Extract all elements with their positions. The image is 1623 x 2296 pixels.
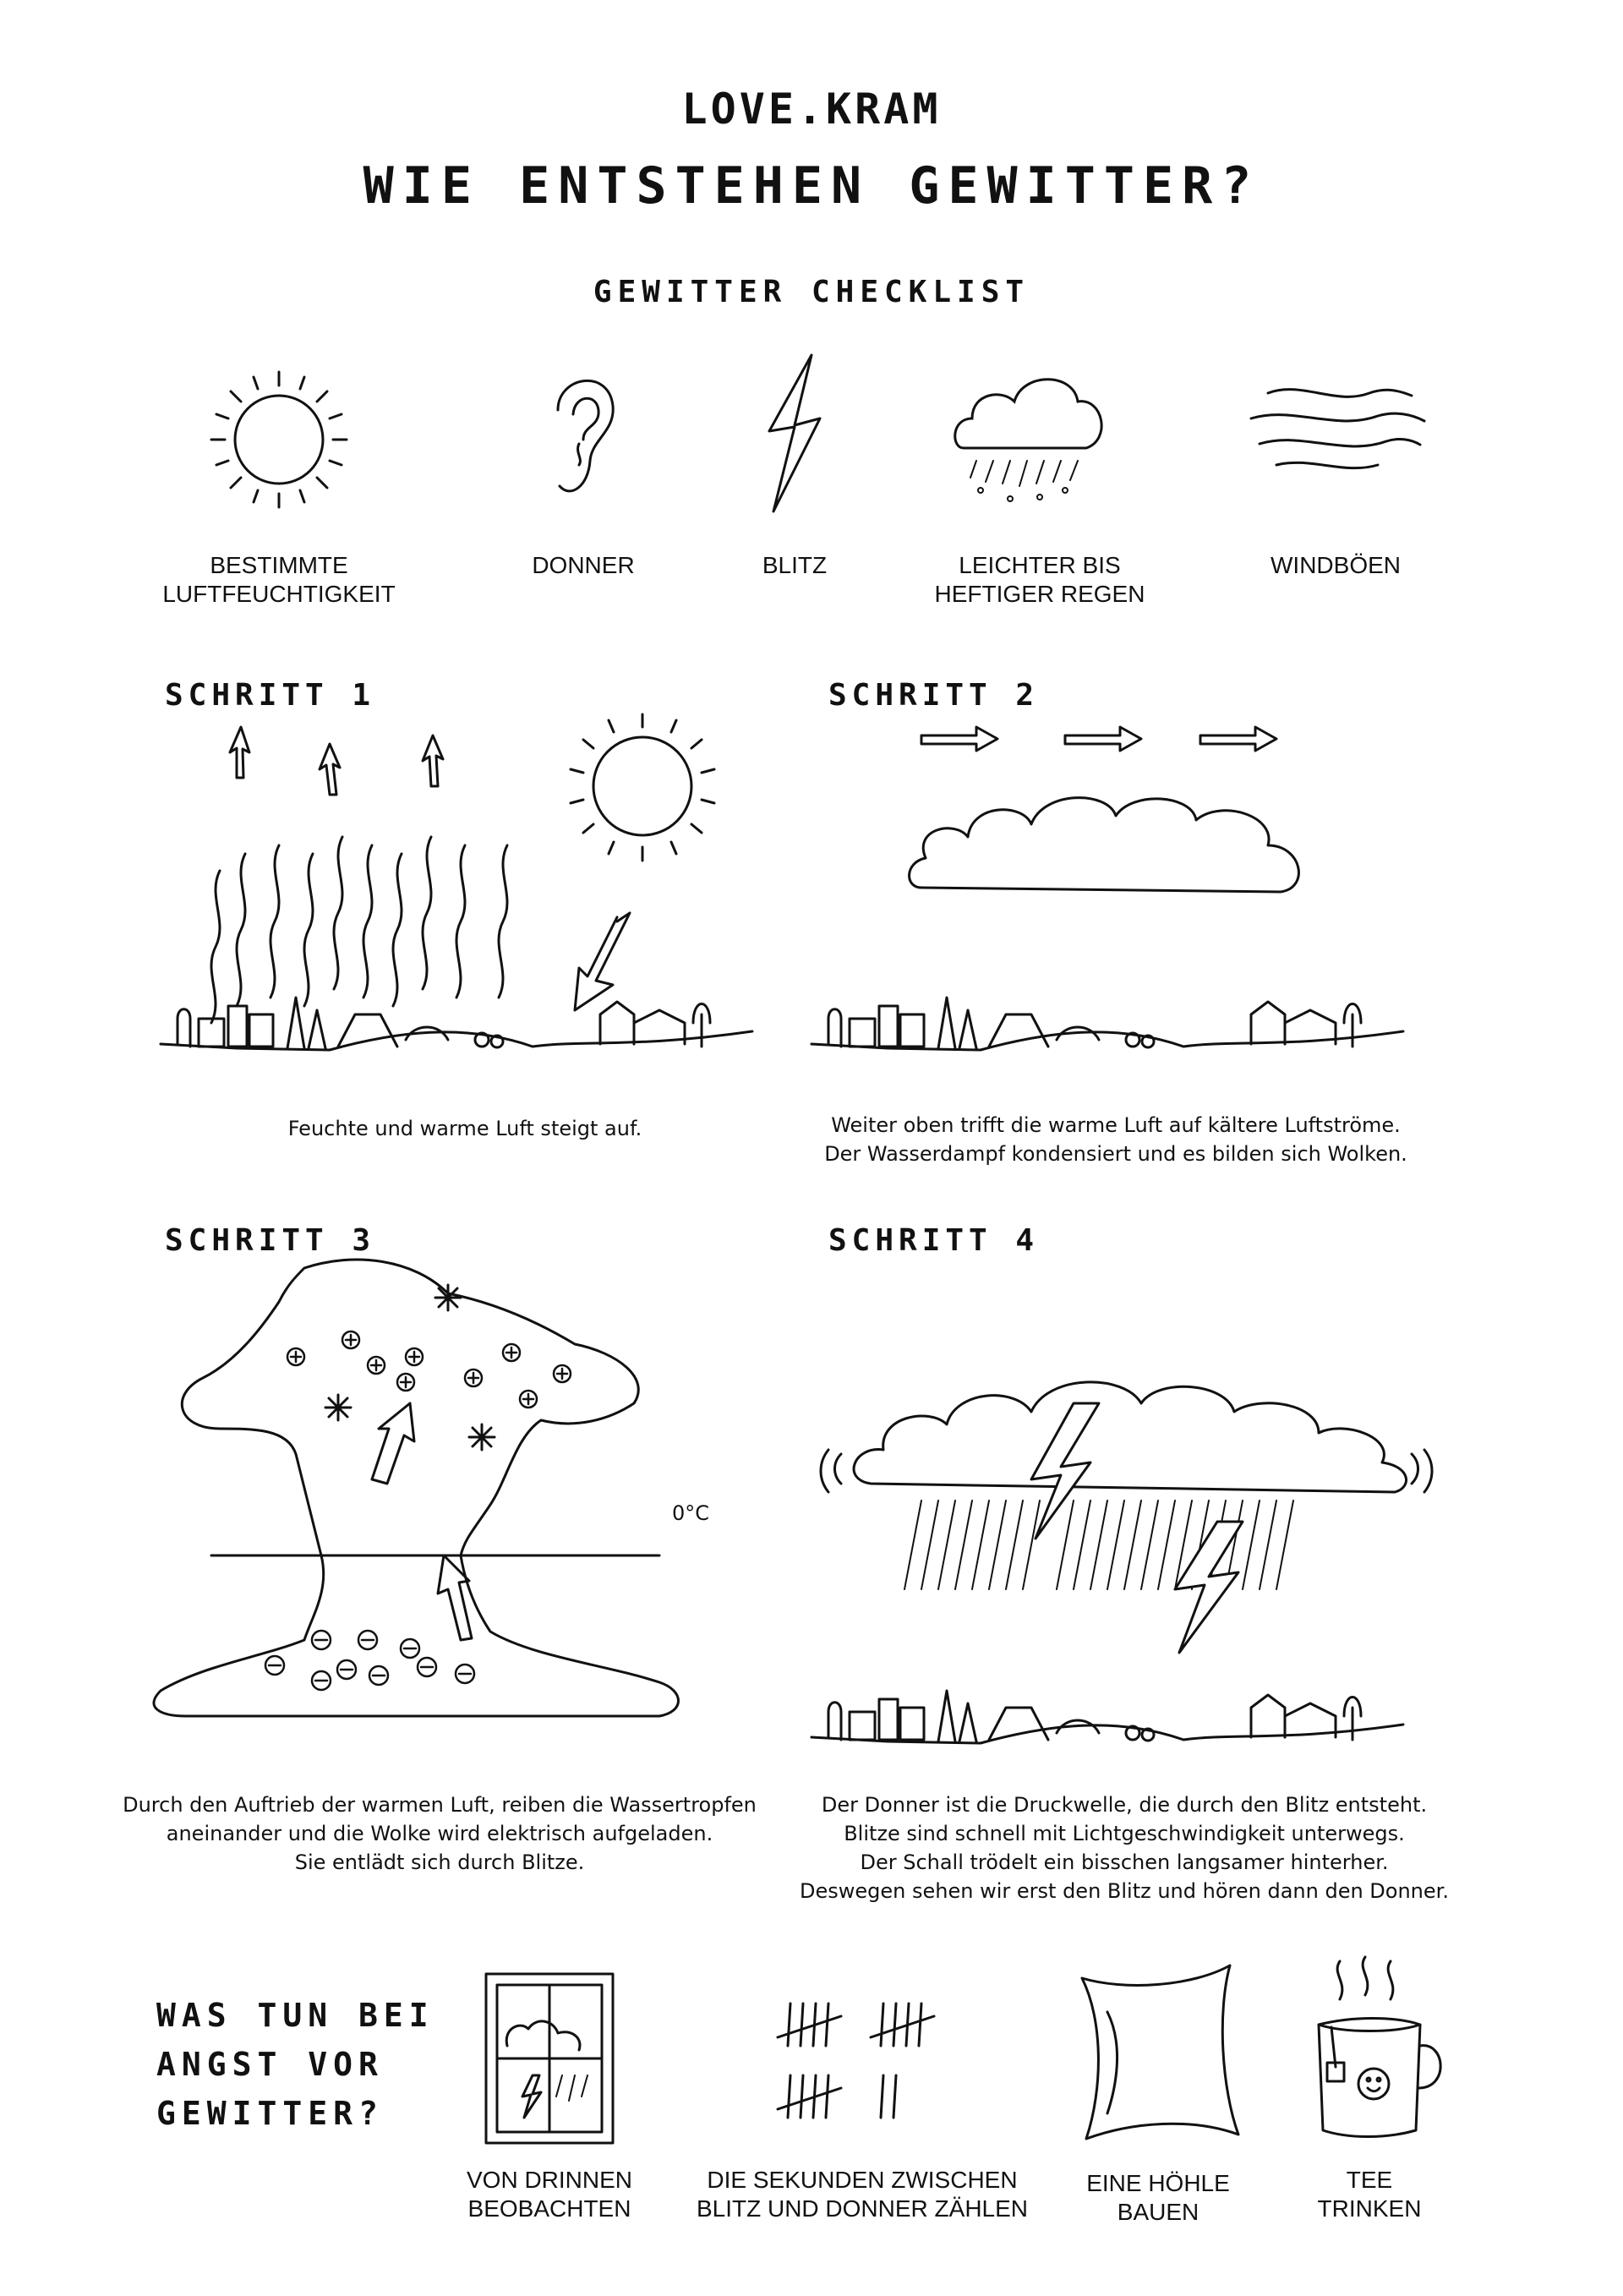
lightning-icon bbox=[1031, 1403, 1099, 1539]
brand-logo: LOVE.KRAM bbox=[681, 85, 942, 134]
step-4-text: Der Donner ist die Druckwelle, die durch den Blitz entsteht. Blitze sind schnell mit Lichtgeschwindigkeit unterwegs. Der Schall trödelt ein bisschen langsamer hinterher. Deswegen sehen wir erst den Blitz und hören dann den Donner. bbox=[800, 1793, 1449, 1903]
step-3-label: SCHRITT 3 bbox=[165, 1223, 376, 1258]
landscape-illustration bbox=[161, 981, 769, 1074]
fear-caption-count: DIE SEKUNDEN ZWISCHEN BLITZ UND DONNER ZÄHLEN bbox=[696, 2167, 1029, 2222]
right-arrow-icon bbox=[1065, 727, 1141, 751]
snowflake-icon bbox=[469, 1424, 495, 1450]
up-arrow-icon bbox=[438, 1555, 472, 1640]
snowflake-icon bbox=[325, 1395, 351, 1420]
fear-heading: WAS TUN BEI ANGST VOR GEWITTER? bbox=[156, 1997, 434, 2132]
up-arrow-icon bbox=[320, 744, 340, 795]
snowflake-icon bbox=[435, 1285, 461, 1310]
right-arrow-icon bbox=[921, 727, 997, 751]
landscape-illustration bbox=[812, 981, 1420, 1074]
fear-caption-window: VON DRINNEN BEOBACHTEN bbox=[466, 2167, 632, 2222]
checklist-caption-rain: LEICHTER BIS HEFTIGER REGEN bbox=[934, 552, 1145, 607]
minus-charge-icon bbox=[265, 1631, 474, 1690]
checklist-caption-humidity: BESTIMMTE LUFTFEUCHTIGKEIT bbox=[162, 552, 396, 607]
up-arrow-icon bbox=[423, 735, 443, 786]
fear-caption-cave: EINE HÖHLE BAUEN bbox=[1086, 2170, 1230, 2225]
window-icon bbox=[482, 1970, 617, 2147]
checklist-heading: GEWITTER CHECKLIST bbox=[593, 275, 1030, 309]
landscape-illustration bbox=[812, 1674, 1420, 1767]
rain-cloud-icon bbox=[947, 355, 1116, 516]
tea-mug-icon bbox=[1302, 1953, 1445, 2147]
lightning-icon bbox=[1175, 1522, 1243, 1653]
right-arrow-icon bbox=[1200, 727, 1276, 751]
cloud-forming-illustration bbox=[904, 710, 1344, 947]
page-title: WIE ENTSTEHEN GEWITTER? bbox=[363, 156, 1260, 216]
step-1-label: SCHRITT 1 bbox=[165, 678, 376, 713]
step-1-text: Feuchte und warme Luft steigt auf. bbox=[287, 1117, 642, 1140]
fear-caption-tea: TEE TRINKEN bbox=[1317, 2167, 1422, 2222]
tally-icon bbox=[778, 1995, 947, 2130]
plus-charge-icon bbox=[287, 1331, 571, 1408]
up-arrow-icon bbox=[372, 1403, 414, 1484]
ear-icon bbox=[541, 359, 626, 511]
checklist-caption-wind: WINDBÖEN bbox=[1271, 552, 1401, 578]
lightning-icon bbox=[752, 351, 837, 520]
thunderstorm-illustration bbox=[820, 1336, 1479, 1691]
pillow-icon bbox=[1074, 1961, 1243, 2147]
sun-icon bbox=[194, 355, 363, 524]
up-arrow-icon bbox=[230, 727, 249, 778]
step-4-label: SCHRITT 4 bbox=[828, 1223, 1040, 1258]
step-2-text: Weiter oben trifft die warme Luft auf kältere Luftströme. Der Wasserdampf kondensiert und es bilden sich Wolken. bbox=[824, 1113, 1407, 1166]
zero-degree-label: 0°C bbox=[672, 1501, 710, 1525]
checklist-caption-thunder: DONNER bbox=[532, 552, 635, 578]
charged-cloud-illustration bbox=[135, 1234, 744, 1741]
wind-icon bbox=[1243, 380, 1429, 482]
checklist-caption-lightning: BLITZ bbox=[762, 552, 828, 578]
step-2-label: SCHRITT 2 bbox=[828, 678, 1040, 713]
step-3-text: Durch den Auftrieb der warmen Luft, reiben die Wassertropfen aneinander und die Wolke wird elektrisch aufgeladen. Sie entlädt sich durch Blitze. bbox=[123, 1793, 757, 1874]
